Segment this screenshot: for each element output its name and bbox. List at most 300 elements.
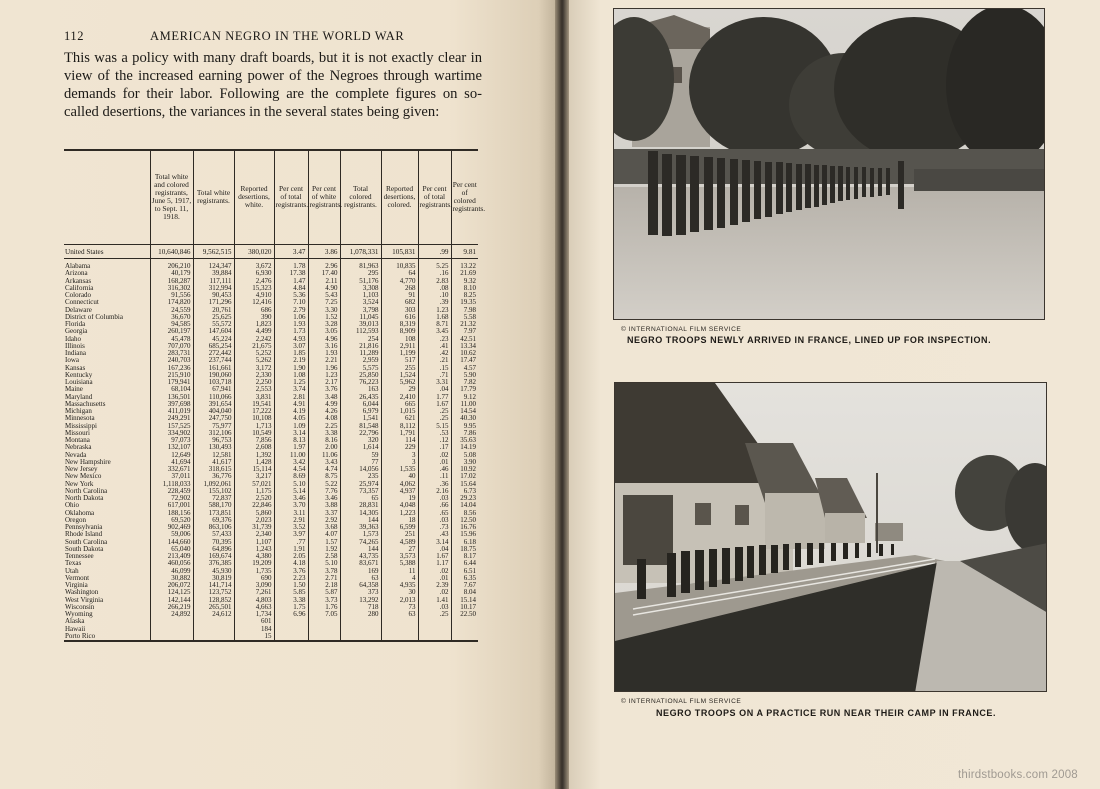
book-gutter (555, 0, 569, 789)
table-cell: .15 (418, 365, 451, 372)
table-cell: 1.97 (274, 444, 308, 451)
table-cell: .46 (418, 466, 451, 473)
table-cell: .39 (418, 299, 451, 306)
table-cell: 2.71 (308, 575, 340, 582)
table-row (64, 307, 478, 314)
table-cell: 81,963 (340, 263, 381, 270)
table-cell: 18 (381, 517, 418, 524)
table-cell: .23 (418, 336, 451, 343)
state-name: District of Columbia (65, 313, 123, 321)
table-cell: 2.17 (308, 379, 340, 386)
state-name: Massachusetts (65, 400, 106, 408)
table-row (64, 372, 478, 379)
table-cell: 114 (381, 437, 418, 444)
table-row (64, 299, 478, 306)
table-cell: 1,823 (234, 321, 274, 328)
state-name: South Dakota (65, 545, 104, 553)
table-cell (381, 626, 418, 633)
table-cell: 2,410 (381, 394, 418, 401)
state-name: Wisconsin (65, 603, 95, 611)
table-cell: 1,015 (381, 408, 418, 415)
table-cell: 155,102 (193, 488, 234, 495)
table-cell: 2,476 (234, 278, 274, 285)
table-cell: 2.23 (274, 575, 308, 582)
table-cell (381, 618, 418, 625)
table-cell: 8.17 (451, 553, 478, 560)
table-cell: 7,261 (234, 589, 274, 596)
state-name: Illinois (65, 342, 85, 350)
table-cell: 5,962 (381, 379, 418, 386)
table-cell: 12,649 (150, 452, 193, 459)
table-cell: 73,357 (340, 488, 381, 495)
table-cell: 3.11 (274, 510, 308, 517)
table-cell: 2.00 (308, 444, 340, 451)
table-cell (193, 633, 234, 641)
table-row (64, 517, 478, 524)
table-cell: 142,144 (150, 597, 193, 604)
table-cell: 1,103 (340, 292, 381, 299)
state-name: West Virginia (65, 596, 104, 604)
table-cell: 57,021 (234, 481, 274, 488)
table-cell: .02 (418, 452, 451, 459)
table-cell: 1.25 (274, 379, 308, 386)
table-cell: 4,770 (381, 278, 418, 285)
table-cell: 46,099 (150, 568, 193, 575)
table-cell: 6,599 (381, 524, 418, 531)
table-cell: 169,674 (193, 553, 234, 560)
table-cell (451, 633, 478, 641)
table-cell (308, 618, 340, 625)
table-row (64, 553, 478, 560)
table-row (64, 401, 478, 408)
table-cell: 90,453 (193, 292, 234, 299)
table-cell: 9.95 (451, 423, 478, 430)
state-name: Ohio (65, 502, 79, 510)
table-header-row (64, 150, 478, 244)
table-cell: 397,698 (150, 401, 193, 408)
state-name: Louisiana (65, 379, 93, 386)
running-title: AMERICAN NEGRO IN THE WORLD WAR (150, 29, 405, 43)
column-header (64, 150, 150, 244)
table-cell: 682 (381, 299, 418, 306)
table-cell: 268 (381, 285, 418, 292)
table-cell: 7.86 (451, 430, 478, 437)
table-cell: .01 (418, 575, 451, 582)
table-cell: 40.30 (451, 415, 478, 422)
table-cell: 171,296 (193, 299, 234, 306)
table-cell: .73 (418, 524, 451, 531)
table-cell: 5.90 (451, 372, 478, 379)
table-cell: 1.08 (274, 372, 308, 379)
table-cell: 72,837 (193, 495, 234, 502)
table-cell: 2.92 (308, 517, 340, 524)
table-cell: 3.76 (274, 568, 308, 575)
table-cell: 2.96 (308, 263, 340, 270)
state-name: Virginia (65, 582, 88, 589)
table-cell: 40,179 (150, 270, 193, 277)
table-cell: 3.30 (308, 307, 340, 314)
table-cell: 30 (381, 589, 418, 596)
table-cell (274, 626, 308, 633)
table-cell: 1.47 (274, 278, 308, 285)
table-row (64, 423, 478, 430)
table-cell: 685,254 (193, 343, 234, 350)
table-cell: 4,935 (381, 582, 418, 589)
table-cell: 144,660 (150, 539, 193, 546)
table-cell: 65 (340, 495, 381, 502)
table-cell: 3.07 (274, 343, 308, 350)
table-cell: 318,615 (193, 466, 234, 473)
total-cell: 105,831 (381, 244, 418, 258)
table-cell: 3.46 (308, 495, 340, 502)
total-cell: 3.86 (308, 244, 340, 258)
table-cell: 621 (381, 415, 418, 422)
state-name: New York (65, 480, 94, 488)
table-cell: 1.92 (308, 546, 340, 553)
table-cell: 3.16 (308, 343, 340, 350)
table-cell: 2.91 (274, 517, 308, 524)
table-cell: 163 (340, 386, 381, 393)
column-header: Reported desertions, white. (234, 150, 274, 244)
table-cell (308, 633, 340, 641)
table-cell: 96,753 (193, 437, 234, 444)
table-cell (381, 633, 418, 641)
table-cell: 316,302 (150, 285, 193, 292)
table-cell: 8.69 (274, 473, 308, 480)
state-name: Michigan (65, 408, 92, 415)
table-cell: 5.22 (308, 481, 340, 488)
table-cell: 206,072 (150, 582, 193, 589)
table-cell: 17,222 (234, 408, 274, 415)
table-cell: 167,236 (150, 365, 193, 372)
table-cell: 112,593 (340, 328, 381, 335)
table-cell: 19 (381, 495, 418, 502)
table-cell: 8.56 (451, 510, 478, 517)
table-cell: 13.34 (451, 343, 478, 350)
table-cell: 103,718 (193, 379, 234, 386)
state-name: North Dakota (65, 495, 104, 502)
table-cell: 8.71 (418, 321, 451, 328)
table-cell (308, 626, 340, 633)
table-cell: .53 (418, 430, 451, 437)
table-cell: 411,019 (150, 408, 193, 415)
state-name: Missouri (65, 429, 90, 437)
table-cell: 4.96 (308, 336, 340, 343)
state-name: Alabama (65, 263, 91, 270)
column-header: Per cent of total registrants. (418, 150, 451, 244)
table-cell: 718 (340, 604, 381, 611)
table-cell: 43,735 (340, 553, 381, 560)
table-cell: .03 (418, 604, 451, 611)
table-cell (193, 618, 234, 625)
table-cell: 2,608 (234, 444, 274, 451)
table-cell: 215,910 (150, 372, 193, 379)
table-cell: 2.25 (308, 423, 340, 430)
table-cell: 39,013 (340, 321, 381, 328)
table-row (64, 546, 478, 553)
state-name: Colorado (65, 292, 92, 299)
table-cell: 7.10 (274, 299, 308, 306)
table-cell: 2.58 (308, 553, 340, 560)
table-cell: 1.93 (308, 350, 340, 357)
table-cell: 240,703 (150, 357, 193, 364)
table-cell: 15.64 (451, 481, 478, 488)
table-cell: 2.16 (418, 488, 451, 495)
table-row (64, 430, 478, 437)
table-cell: 74,265 (340, 539, 381, 546)
table-cell: 1.91 (274, 546, 308, 553)
state-name: Maryland (65, 393, 93, 401)
table-row (64, 263, 478, 270)
table-cell: 376,385 (193, 560, 234, 567)
state-name: Utah (65, 567, 79, 575)
table-cell: 272,442 (193, 350, 234, 357)
table-cell: 4.90 (308, 285, 340, 292)
table-cell: .66 (418, 502, 451, 509)
table-row (64, 379, 478, 386)
table-cell: 213,409 (150, 553, 193, 560)
table-cell (340, 618, 381, 625)
table-row (64, 618, 478, 625)
table-cell: 108 (381, 336, 418, 343)
table-cell: 2.18 (308, 582, 340, 589)
table-cell: 45,930 (193, 568, 234, 575)
table-cell: 45,478 (150, 336, 193, 343)
table-row (64, 582, 478, 589)
table-cell: 2.79 (274, 307, 308, 314)
table-cell: 30,819 (193, 575, 234, 582)
table-cell: 1.68 (418, 314, 451, 321)
table-cell: 5.25 (418, 263, 451, 270)
table-cell: 40 (381, 473, 418, 480)
table-row (64, 336, 478, 343)
table-cell: 7.25 (308, 299, 340, 306)
table-cell: 3,798 (340, 307, 381, 314)
table-cell: 11,045 (340, 314, 381, 321)
table-cell: 28,831 (340, 502, 381, 509)
table-cell: 124,347 (193, 263, 234, 270)
state-name: Hawaii (65, 625, 86, 633)
table-cell: 69,376 (193, 517, 234, 524)
table-cell: .71 (418, 372, 451, 379)
table-cell: 13,292 (340, 597, 381, 604)
running-head (64, 29, 484, 45)
table-cell: .25 (418, 611, 451, 618)
table-row (64, 597, 478, 604)
table-cell: 1.96 (308, 365, 340, 372)
table-cell: 3.14 (418, 539, 451, 546)
table-cell: 7.05 (308, 611, 340, 618)
table-cell: 94,585 (150, 321, 193, 328)
table-row (64, 531, 478, 538)
table-cell: 45,224 (193, 336, 234, 343)
table-cell: 69,520 (150, 517, 193, 524)
table-cell: 5.10 (274, 481, 308, 488)
state-name: Oklahoma (65, 509, 95, 517)
column-header: Total colored registrants. (340, 150, 381, 244)
table-cell: 31,739 (234, 524, 274, 531)
table-cell: .36 (418, 481, 451, 488)
table-cell: 3.05 (308, 328, 340, 335)
table-cell: 686 (234, 307, 274, 314)
table-cell: 4.18 (274, 560, 308, 567)
table-cell: 21,816 (340, 343, 381, 350)
table-cell: .21 (418, 357, 451, 364)
table-cell: 1,541 (340, 415, 381, 422)
table-cell: .04 (418, 386, 451, 393)
table-cell: 81,548 (340, 423, 381, 430)
table-cell: 5.43 (308, 292, 340, 299)
table-cell: 51,176 (340, 278, 381, 285)
table-cell: .02 (418, 568, 451, 575)
table-cell: 21,675 (234, 343, 274, 350)
table-row (64, 285, 478, 292)
table-cell: 8,909 (381, 328, 418, 335)
table-cell: 863,106 (193, 524, 234, 531)
table-cell: 24,892 (150, 611, 193, 618)
table-cell: 5.85 (274, 589, 308, 596)
table-cell: 17.02 (451, 473, 478, 480)
table-cell: 21.32 (451, 321, 478, 328)
table-cell: 1,614 (340, 444, 381, 451)
table-cell: 283,731 (150, 350, 193, 357)
table-cell: 4.07 (308, 531, 340, 538)
table-row (64, 437, 478, 444)
state-name: Tennessee (65, 553, 94, 560)
state-name: Mississippi (65, 422, 97, 430)
table-cell: 3.73 (308, 597, 340, 604)
table-cell: 2.81 (274, 394, 308, 401)
state-name: Idaho (65, 335, 81, 343)
table-cell: .17 (418, 444, 451, 451)
table-cell: 11,289 (340, 350, 381, 357)
table-cell (451, 618, 478, 625)
table-cell: 3.31 (418, 379, 451, 386)
table-cell: 14.19 (451, 444, 478, 451)
table-cell: 15 (234, 633, 274, 641)
table-cell: .08 (418, 285, 451, 292)
table-cell: 3,524 (340, 299, 381, 306)
table-cell: 35.63 (451, 437, 478, 444)
table-cell: 1.17 (418, 560, 451, 567)
table-row (64, 560, 478, 567)
table-cell: 5,262 (234, 357, 274, 364)
table-cell: 1.23 (418, 307, 451, 314)
state-name: Maine (65, 386, 83, 394)
state-name: Kansas (65, 364, 86, 372)
table-cell: 4.84 (274, 285, 308, 292)
table-cell: 19.35 (451, 299, 478, 306)
table-cell: 110,066 (193, 394, 234, 401)
table-cell: .16 (418, 270, 451, 277)
photo-troops-inspection (613, 8, 1045, 320)
table-cell: 4.74 (308, 466, 340, 473)
table-row (64, 459, 478, 466)
table-cell: 6.18 (451, 539, 478, 546)
state-name: Alaska (65, 618, 85, 626)
table-cell: 332,671 (150, 466, 193, 473)
table-cell: 1.09 (274, 423, 308, 430)
table-cell: 1,223 (381, 510, 418, 517)
table-cell: 3.68 (308, 524, 340, 531)
table-cell: 3,672 (234, 263, 274, 270)
table-cell: 36,776 (193, 473, 234, 480)
state-name: Montana (65, 437, 90, 444)
total-cell: 380,020 (234, 244, 274, 258)
table-cell: 7.76 (308, 488, 340, 495)
table-cell: 21.69 (451, 270, 478, 277)
table-cell: 11.00 (274, 452, 308, 459)
table-cell: 4,937 (381, 488, 418, 495)
table-cell: 11.00 (451, 401, 478, 408)
table-cell: .02 (418, 589, 451, 596)
table-cell: 25,625 (193, 314, 234, 321)
table-cell: 4,048 (381, 502, 418, 509)
table-row (64, 394, 478, 401)
table-cell: 1.93 (274, 321, 308, 328)
table-cell: 5.10 (308, 560, 340, 567)
table-cell: 7.67 (451, 582, 478, 589)
table-row (64, 502, 478, 509)
table-row (64, 611, 478, 618)
column-header: Reported desertions, colored. (381, 150, 418, 244)
table-row (64, 626, 478, 633)
table-cell: 1.90 (274, 365, 308, 372)
table-cell: 168,287 (150, 278, 193, 285)
table-cell: 3.43 (308, 459, 340, 466)
table-cell: 2.05 (274, 553, 308, 560)
table-cell: 14,305 (340, 510, 381, 517)
table-cell: 280 (340, 611, 381, 618)
state-name: Wyoming (65, 611, 93, 618)
state-name: New Hampshire (65, 458, 111, 466)
table-cell: 141,714 (193, 582, 234, 589)
intro-paragraph (64, 49, 482, 121)
table-cell: 1.76 (308, 604, 340, 611)
table-cell: 14,056 (340, 466, 381, 473)
table-cell: 157,525 (150, 423, 193, 430)
table-row (64, 633, 478, 641)
table-cell: 10,108 (234, 415, 274, 422)
table-cell: 4.57 (451, 365, 478, 372)
table-cell: 179,941 (150, 379, 193, 386)
table-cell (150, 618, 193, 625)
table-cell: 1,199 (381, 350, 418, 357)
table-cell: .12 (418, 437, 451, 444)
table-row (64, 524, 478, 531)
photo-credit-2: © INTERNATIONAL FILM SERVICE (621, 698, 742, 705)
column-header: Total white registrants. (193, 150, 234, 244)
table-cell: 10.92 (451, 466, 478, 473)
table-row (64, 575, 478, 582)
table-cell: 5.15 (418, 423, 451, 430)
table-cell: 65,040 (150, 546, 193, 553)
table-cell: .10 (418, 292, 451, 299)
column-header: Total white and colored registrants, June 5, 1917, to Sept. 11, 1918. (150, 150, 193, 244)
table-cell: .65 (418, 510, 451, 517)
table-cell: 255 (381, 365, 418, 372)
total-cell: 1,078,331 (340, 244, 381, 258)
table-cell: 4,589 (381, 539, 418, 546)
table-cell (418, 626, 451, 633)
table-cell: .25 (418, 415, 451, 422)
table-cell: 36,670 (150, 314, 193, 321)
table-row (64, 510, 478, 517)
column-header: Per cent of colored registrants. (451, 150, 478, 244)
state-name: Iowa (65, 357, 79, 365)
table-cell (418, 618, 451, 625)
table-cell: 55,572 (193, 321, 234, 328)
